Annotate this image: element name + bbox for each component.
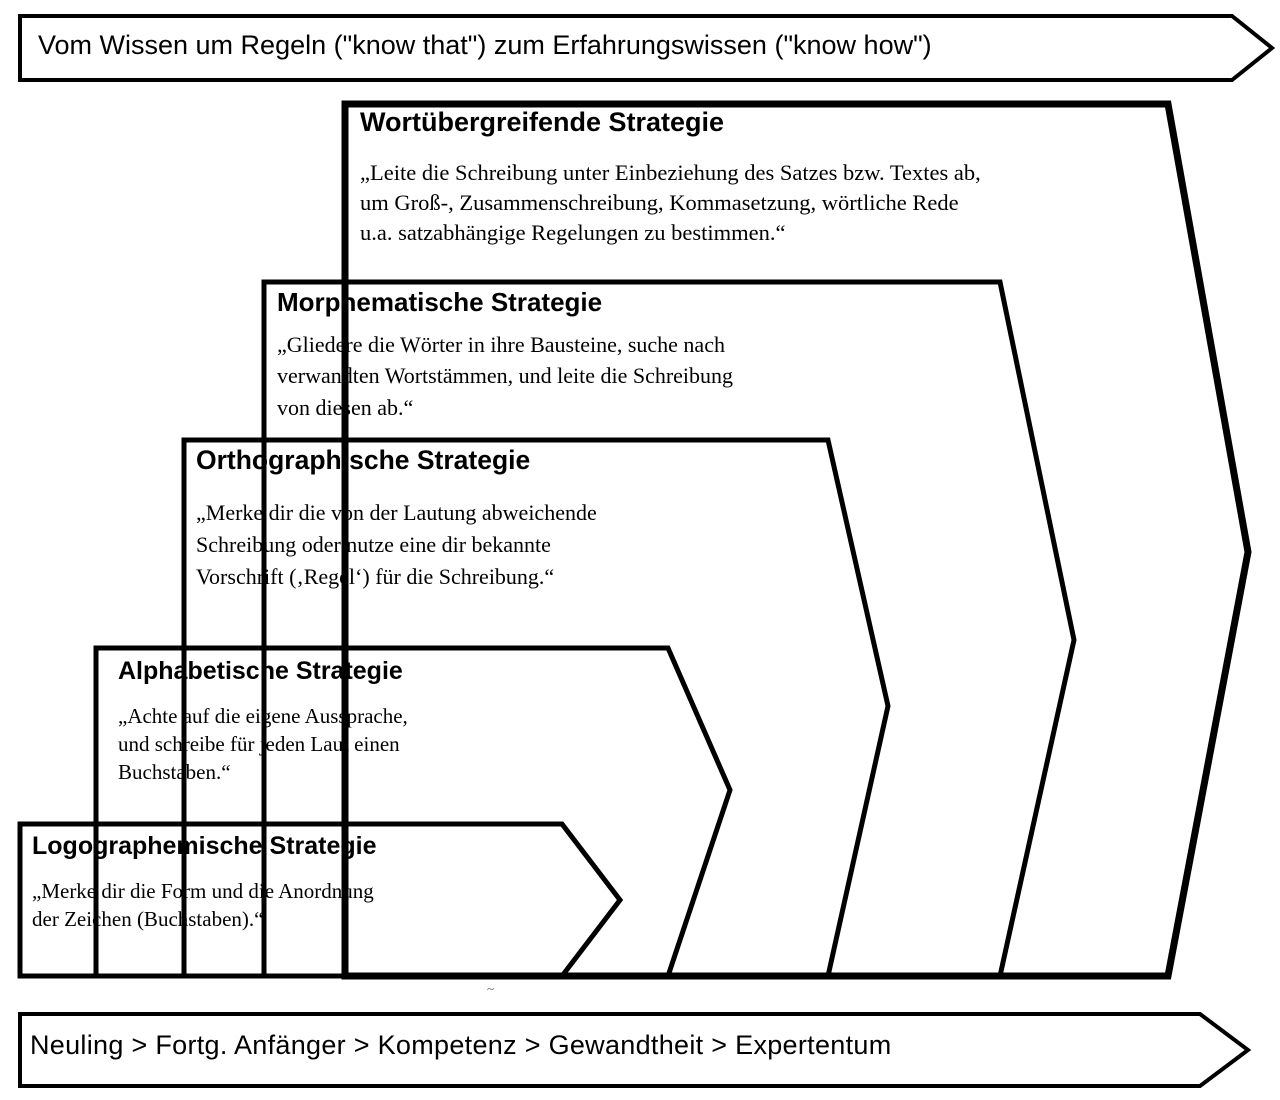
level-1-block [32,833,377,933]
level-5-block [360,108,981,249]
level-4-line-1: „Gliedere die Wörter in ihre Bausteine, suche nach [277,331,725,357]
level-4-line-2: verwandten Wortstämmen, und leite die Schreibung [277,363,734,389]
level-2-body [118,702,408,787]
level-4-body [277,329,733,425]
level-2-line-3: Buchstaben.“ [118,760,231,785]
level-2-line-2: und schreibe für jeden Laut einen [118,731,400,756]
bottom-banner-label: Neuling > Fortg. Anfänger > Kompetenz > Gewandtheit > Expertentum [30,1030,892,1060]
scan-smudge-mark: ~ [487,981,495,996]
level-5-body [360,158,981,249]
level-3-body [196,497,597,593]
level-4-line-3: von diesen ab.“ [277,395,414,421]
level-3-line-2: Schreibung oder nutze eine dir bekannte [196,532,551,558]
level-5-title: Wortübergreifende Strategie [360,107,725,137]
level-3-line-1: „Merke dir die von der Lautung abweichende [196,500,597,526]
level-5-line-3: u.a. satzabhängige Regelungen zu bestimmen.“ [360,220,786,246]
level-1-line-1: „Merke dir die Form und die Anordnung [32,878,374,903]
level-3-title: Orthographische Strategie [196,445,531,475]
level-2-title: Alphabetische Strategie [118,657,403,685]
level-3-block [196,446,597,593]
level-5-line-2: um Groß-, Zusammenschreibung, Kommasetzung, wörtliche Rede [360,190,959,216]
level-1-line-2: der Zeichen (Buchstaben).“ [32,906,264,931]
level-2-line-1: „Achte auf die eigene Aussprache, [118,703,408,728]
level-5-line-1: „Leite die Schreibung unter Einbeziehung des Satzes bzw. Textes ab, [360,159,981,185]
level-2-block [118,658,408,787]
level-1-body [32,877,377,934]
level-4-block [277,288,733,424]
level-1-title: Logographemische Strategie [32,832,377,860]
top-banner-label: Vom Wissen um Regeln ("know that") zum Erfahrungswissen ("know how") [38,30,932,60]
level-3-line-3: Vorschrift (‚Regel‘) für die Schreibung.“ [196,563,555,589]
level-4-title: Morphematische Strategie [277,287,603,317]
